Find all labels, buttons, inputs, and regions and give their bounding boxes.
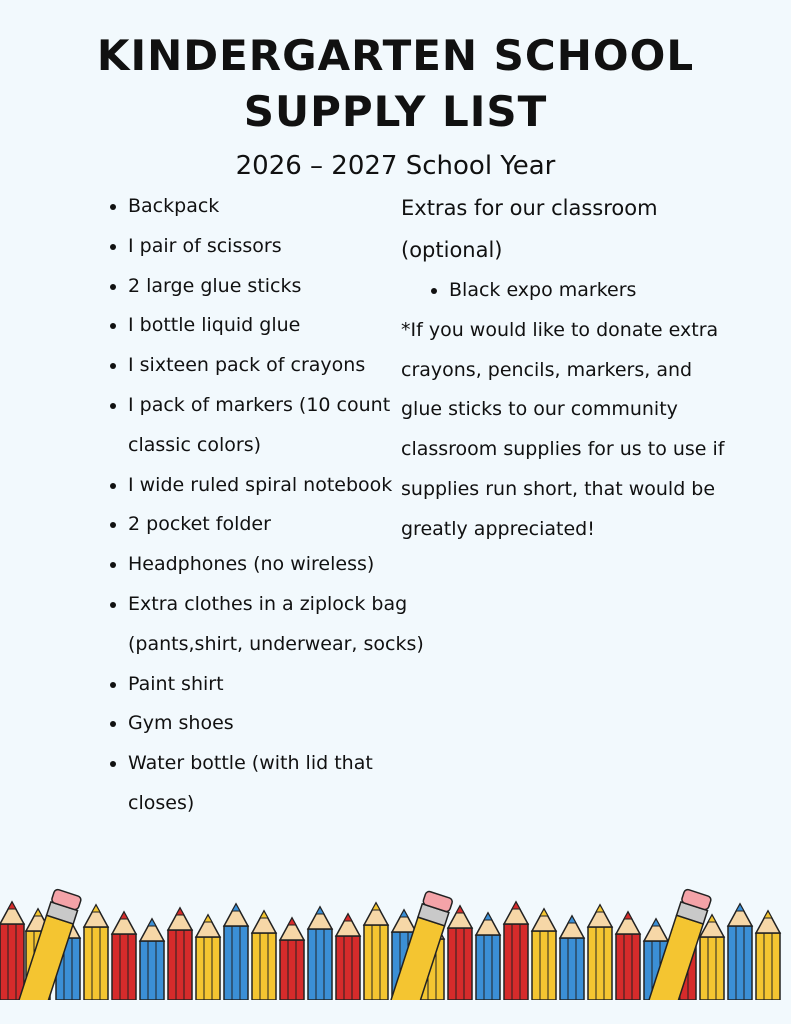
school-year-subtitle: 2026 – 2027 School Year xyxy=(235,151,556,181)
page-title: KINDERGARTEN SCHOOL SUPPLY LIST xyxy=(96,31,695,136)
pencil-icon xyxy=(0,902,24,1000)
pencil-icon xyxy=(700,915,724,1000)
pencil-icon xyxy=(756,911,780,1000)
pencil-icon xyxy=(112,912,136,1000)
pencil-icon xyxy=(728,904,752,1000)
supply-item: • Backpack xyxy=(128,187,438,227)
supply-item: • I sixteen pack of crayons xyxy=(128,346,438,386)
pencil-icon xyxy=(280,918,304,1000)
donation-note: *If you would like to donate extra crayons, pencils, markers, and glue sticks to our community classroom supplies for us to use if supplies run short, that would be greatly appreciated! xyxy=(401,318,725,540)
supply-item: • Water bottle (with lid that closes) xyxy=(128,744,438,824)
pencil-icon xyxy=(504,902,528,1000)
pencil-icon xyxy=(448,906,472,1000)
supply-item: • I pair of scissors xyxy=(128,227,438,267)
supply-item: • I pack of markers (10 count classic colors) xyxy=(128,386,438,466)
supply-item: • Gym shoes xyxy=(128,704,438,744)
pencil-icon xyxy=(616,912,640,1000)
supply-item: • 2 pocket folder xyxy=(128,505,438,545)
extras-section xyxy=(401,187,731,550)
pencil-icon xyxy=(560,916,584,1000)
pencil-icon xyxy=(308,907,332,1000)
pencil-icon xyxy=(252,911,276,1000)
pencil-border xyxy=(0,880,791,1000)
pencil-icon xyxy=(336,914,360,1000)
supply-list xyxy=(88,187,438,824)
extras-heading: Extras for our classroom (optional) xyxy=(401,196,658,262)
pencil-icon xyxy=(588,905,612,1000)
pencil-icon xyxy=(140,919,164,1000)
supply-item: • Paint shirt xyxy=(128,665,438,705)
pencil-icon xyxy=(168,908,192,1000)
supply-item: • I wide ruled spiral notebook xyxy=(128,466,438,506)
supply-item: • Extra clothes in a ziplock bag (pants,shirt, underwear, socks) xyxy=(128,585,438,665)
supply-item: • Headphones (no wireless) xyxy=(128,545,438,585)
pencil-icon xyxy=(196,915,220,1000)
extras-list xyxy=(401,271,731,311)
extras-item: • Black expo markers xyxy=(449,271,731,311)
pencil-icon xyxy=(476,913,500,1000)
pencil-icon xyxy=(84,905,108,1000)
pencil-icon xyxy=(224,904,248,1000)
supply-item: • I bottle liquid glue xyxy=(128,306,438,346)
pencil-icon xyxy=(532,909,556,1000)
pencil-icon xyxy=(364,903,388,1000)
supply-item: • 2 large glue sticks xyxy=(128,267,438,307)
